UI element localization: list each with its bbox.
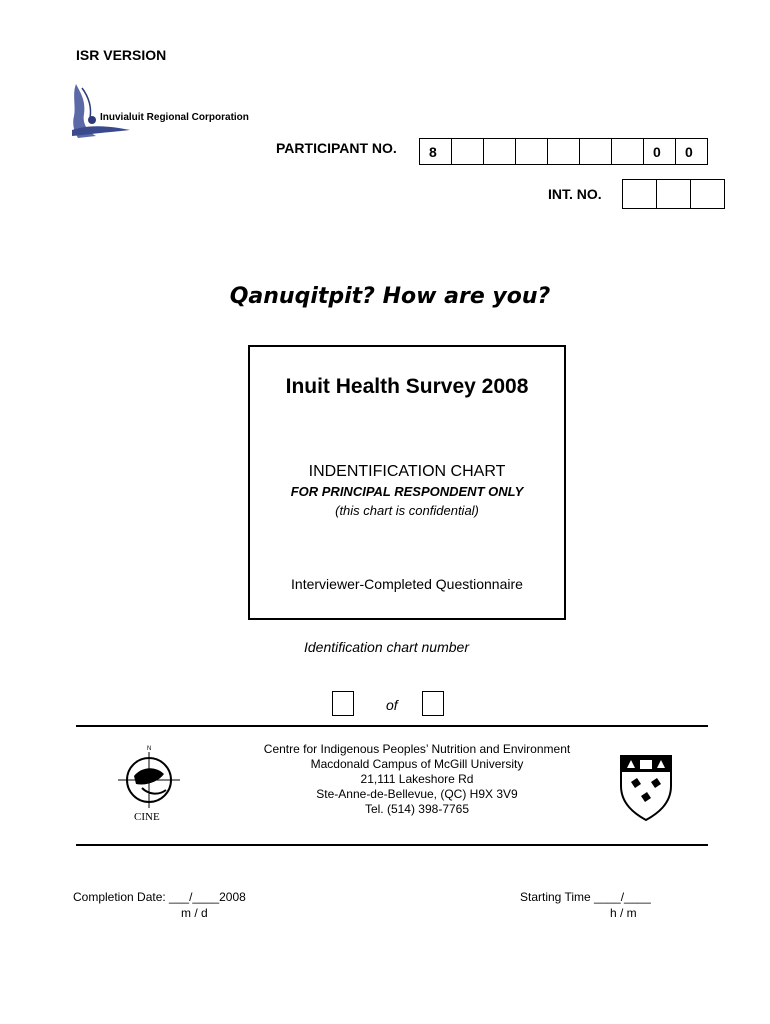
questionnaire-type: Interviewer-Completed Questionnaire xyxy=(291,576,523,592)
version-label: ISR VERSION xyxy=(76,47,167,63)
survey-box xyxy=(248,345,566,620)
participant-cell[interactable] xyxy=(515,138,548,165)
completion-date-format: m / d xyxy=(181,906,208,920)
participant-cell[interactable]: 8 xyxy=(419,138,452,165)
participant-label: PARTICIPANT NO. xyxy=(276,140,397,156)
survey-title: Inuit Health Survey 2008 xyxy=(285,375,529,398)
participant-cell[interactable] xyxy=(451,138,484,165)
int-number-cells[interactable] xyxy=(623,179,725,209)
participant-cell[interactable]: 0 xyxy=(643,138,676,165)
chart-subtitle: FOR PRINCIPAL RESPONDENT ONLY xyxy=(290,484,524,499)
participant-number-cells[interactable] xyxy=(420,138,708,165)
participant-cell[interactable] xyxy=(579,138,612,165)
shield-icon xyxy=(617,752,675,822)
cine-text: CINE xyxy=(134,811,160,823)
confidential-note: (this chart is confidential) xyxy=(335,503,479,518)
compass-north: N xyxy=(147,746,152,752)
greeting-text: Qanuqitpit? How are you? xyxy=(229,284,551,309)
participant-cell[interactable] xyxy=(483,138,516,165)
participant-cell[interactable] xyxy=(611,138,644,165)
chart-title: INDENTIFICATION CHART xyxy=(308,463,506,480)
int-cell[interactable] xyxy=(622,179,657,209)
int-no-label: INT. NO. xyxy=(548,186,602,202)
id-chart-label: Identification chart number xyxy=(304,639,469,655)
address-line: Macdonald Campus of McGill University xyxy=(310,757,524,771)
int-cell[interactable] xyxy=(690,179,725,209)
divider xyxy=(76,725,708,727)
address-line: 21,111 Lakeshore Rd xyxy=(360,772,474,786)
of-label: of xyxy=(386,697,398,713)
greeting-heading xyxy=(0,284,770,309)
completion-date[interactable]: Completion Date: ___/____2008 xyxy=(73,890,246,904)
participant-cell[interactable] xyxy=(547,138,580,165)
chart-number-box[interactable] xyxy=(332,691,354,716)
int-cell[interactable] xyxy=(656,179,691,209)
chart-total-box[interactable] xyxy=(422,691,444,716)
starting-time[interactable]: Starting Time ____/____ xyxy=(520,890,651,904)
mcgill-shield xyxy=(617,752,675,822)
address-line: Tel. (514) 398-7765 xyxy=(364,802,470,816)
divider xyxy=(76,844,708,846)
org-name: Inuvialuit Regional Corporation xyxy=(100,112,249,123)
address-line: Centre for Indigenous Peoples’ Nutrition and Environment xyxy=(263,742,571,756)
participant-cell[interactable]: 0 xyxy=(675,138,708,165)
starting-time-format: h / m xyxy=(610,906,637,920)
address-line: Ste-Anne-de-Bellevue, (QC) H9X 3V9 xyxy=(316,787,518,801)
